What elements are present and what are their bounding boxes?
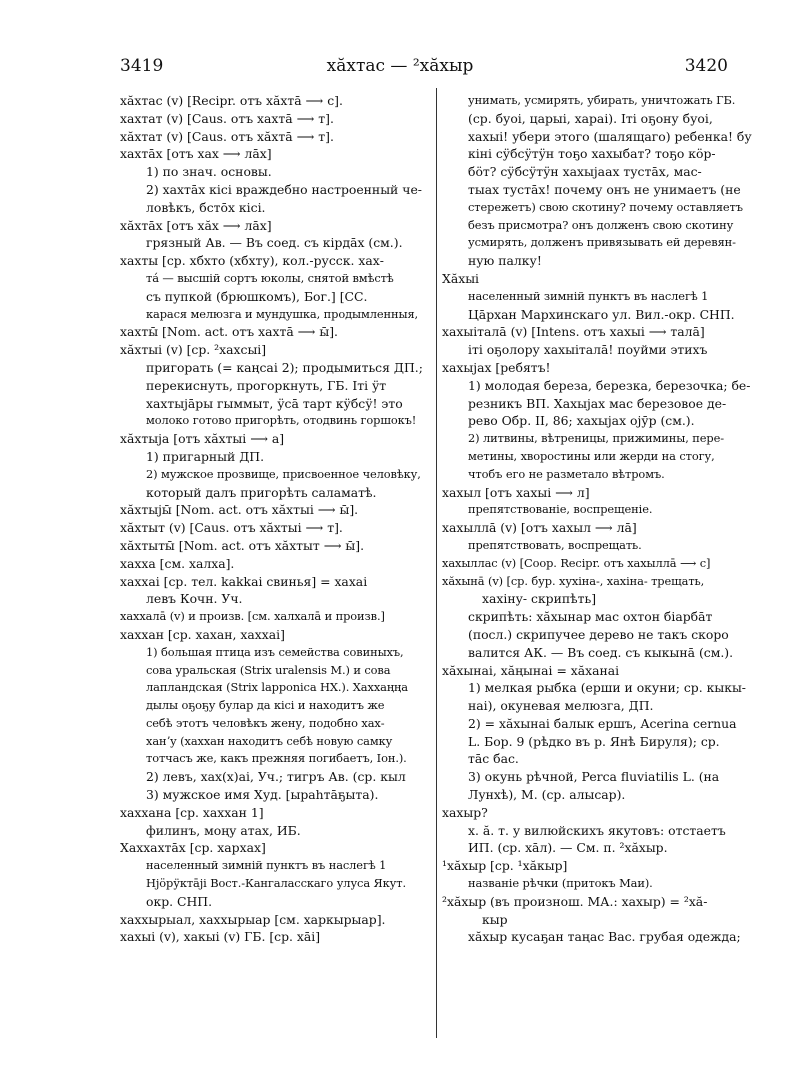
entry-line: Лунхѣ), М. (ср. алысар). [468, 787, 626, 803]
entry-line: хахтāх [отъ хах ⟶ лāх] [120, 146, 272, 162]
entry-line: хаххан [ср. хахан, хаххаі] [120, 626, 285, 642]
entry-line: хаххырыал, хаххырыар [см. харкырыар]. [120, 911, 386, 927]
entry-line: хăхтāх [отъ хăх ⟶ лāх] [120, 217, 272, 233]
entry-line: L. Бор. 9 (рѣдко въ р. Янѣ Бируля); ср. [468, 733, 720, 749]
entry-line: хаххана [ср. хаххан 1] [120, 804, 264, 820]
entry-line: Цāрхан Мархинскаго ул. Вил.-окр. СНП. [468, 306, 735, 322]
entry-line: тотчасъ же, какъ прежняя погибаетъ, Іон.). [146, 751, 407, 766]
entry-line: населенный зимній пунктъ въ наслегѣ 1 [468, 288, 709, 303]
entry-line: ¹хăхыр [ср. ¹хăкыр] [442, 858, 568, 874]
left-page-number: 3419 [120, 56, 164, 76]
entry-line: 2) литвины, вѣтреницы, прижимины, пере- [468, 431, 724, 446]
entry-line: кыр [482, 911, 508, 927]
entry-line: хаххаі [ср. тел. kakkai свинья] = хахаі [120, 573, 368, 589]
entry-line: Нјӧрӱктāјі Вост.-Кангаласскаго улуса Якут. [146, 876, 406, 891]
entry-line: хахтыјāры гыммыт, ӱсā тарт кӱбсӱ! это [146, 395, 403, 411]
column-divider [436, 88, 437, 1038]
entry-line: хахіну- скрипѣть] [482, 591, 597, 607]
entry-line: 2) левъ, хах(х)аі, Уч.; тигръ Ав. (ср. кыл [146, 769, 406, 785]
entry-line: хахыл [отъ хахыі ⟶ л] [442, 484, 590, 500]
entry-line: скрипѣть: хăхынар мас охтон біарбāт [468, 609, 713, 625]
entry-line: х. ă. т. у вилюйскихъ якутовъ: отстаетъ [468, 822, 726, 838]
entry-line: 3) окунь рѣчной, Perca fluviatilis L. (на [468, 769, 720, 785]
entry-line: населенный зимній пунктъ въ наслегѣ 1 [146, 858, 387, 873]
entry-line: ²хăхыр (въ произнош. МА.: хахыр) = ²хă- [442, 893, 708, 909]
entry-line: хаххалā (v) и произв. [см. халхалā и произв.] [120, 609, 385, 624]
entry-line: хахыллас (v) [Coop. Recipr. отъ хахыллā ⟶ с] [442, 555, 711, 570]
entry-line: хăхтыі (v) [ср. ²хахсыі] [120, 342, 267, 358]
entry-line: хахыі (v), хакыі (v) ГБ. [ср. хāі] [120, 929, 321, 945]
entry-line: Хаххахтāх [ср. хархах] [120, 840, 266, 856]
entry-line: іті оҕолору хахыіталā! пoуйми этихъ [468, 342, 708, 358]
entry-line: безъ присмотра? онъ долженъ свою скотину [468, 217, 734, 232]
entry-line: филинъ, моңу атах, ИБ. [146, 822, 301, 838]
entry-line: хахыјах [ребятъ! [442, 359, 551, 375]
entry-line: хахыі! убери этого (шалящаго) ребенка! бу [468, 128, 752, 144]
entry-line: хăхына̄ (v) [ср. бур. хухіна-, хахіна- трещать, [442, 573, 705, 588]
entry-line: сова уральская (Strix uralensis М.) и сова [146, 662, 391, 677]
entry-line: стережетъ) свою скотину? почему оставляетъ [468, 199, 743, 214]
entry-line: ханʼу (хаххан находитъ себѣ новую самку [146, 733, 393, 748]
entry-line: себѣ этотъ человѣкъ жену, подобно хах- [146, 715, 385, 730]
entry-line: валится АК. — Въ соед. съ кыкына̄ (см.). [468, 644, 734, 660]
entry-line: хахыр? [442, 804, 488, 820]
right-page-number: 3420 [684, 56, 728, 76]
entry-line: Хăхыі [442, 270, 480, 286]
entry-line: перекиснуть, прогоркнуть, ГБ. Іті ӱт [146, 377, 387, 393]
entry-line: 2) хахтāх кісі враждебно настроенный че- [146, 181, 422, 197]
entry-line: ИП. (ср. хāл). — См. п. ²хăхыр. [468, 840, 668, 856]
entry-line: тыах тустāх! почему онъ не унимаетъ (не [468, 181, 741, 197]
entry-line: кіні сӱбсӱтӱн тоҕо хахыбат? тоҕо кӧр- [468, 146, 716, 162]
entry-line: хахты [ср. хбхто (хбхту), кол.-русск. хах- [120, 253, 384, 269]
entry-line: резникъ ВП. Хахыјах мас березовое де- [468, 395, 727, 411]
entry-line: ловѣкъ, бстōх кісі. [146, 199, 266, 215]
left-column [120, 92, 432, 946]
entry-line: 1) большая птица изъ семейства совиныхъ, [146, 644, 404, 659]
entry-line: хăхтыја [отъ хăхтыі ⟶ а] [120, 431, 285, 447]
entry-line: хахылла̄ (v) [отъ хахыл ⟶ лā] [442, 520, 637, 536]
entry-line: хахыіталā (v) [Intens. отъ хахыі ⟶ талā] [442, 324, 705, 340]
entry-line: 1) молодая береза, березка, березочка; бе- [468, 377, 751, 393]
entry-line: 2) мужское прозвище, присвоенное человѣку, [146, 466, 421, 481]
entry-line: 2) = хăхынаі балык ершъ, Acerina cernua [468, 715, 737, 731]
entry-line: (ср. буоі, царыі, хараі). Іті оҕону буоі, [468, 110, 713, 126]
entry-line: чтобъ его не разметало вѣтромъ. [468, 466, 665, 481]
entry-line: дылы оҕоҕу булар да кісі и находитъ же [146, 698, 385, 713]
entry-line: хахха [см. халха]. [120, 555, 235, 571]
entry-line: названіе рѣчки (притокъ Маи). [468, 876, 653, 891]
entry-line: препятствовать, воспрещать. [468, 537, 642, 552]
entry-line: препятствованіе, воспрещеніе. [468, 502, 653, 517]
entry-line: съ пупкой (брюшкомъ), Бог.] [СС. [146, 288, 368, 304]
entry-line: хăхтас (v) [Recipr. отъ хăхтā ⟶ с]. [120, 93, 343, 108]
entry-line: лапландская (Strix lapponica НХ.). Хаххаңңа [146, 680, 408, 695]
running-title: хăхтас — ²хăхыр [326, 56, 474, 76]
entry-line: наі), окуневая мелюзга, ДП. [468, 698, 654, 714]
entry-line: 1) мелкая рыбка (ерши и окуни; ср. кыкы- [468, 680, 746, 696]
entry-line: (посл.) скрипучее дерево не такъ скоро [468, 626, 729, 642]
entry-line: грязный Ав. — Въ соед. съ кірдāх (см.). [146, 235, 403, 251]
entry-line: метины, хворостины или жерди на стогу, [468, 448, 715, 463]
entry-line: который далъ пригорѣть саламатѣ. [146, 484, 377, 500]
entry-line: хăхтыты̄ [Nom. act. отъ хăхтыт ⟶ ы̄]. [120, 537, 365, 553]
entry-line: хахты̄ [Nom. act. отъ хахтā ⟶ ы̄]. [120, 324, 338, 340]
entry-line: левъ Кочн. Уч. [146, 591, 243, 607]
entry-line: хăхтыјы̄ [Nom. act. отъ хăхтыі ⟶ ы̄]. [120, 502, 359, 518]
entry-line: хахтат (v) [Caus. отъ хахтā ⟶ т]. [120, 110, 334, 126]
entry-line: унимать, усмирять, убирать, уничтожать ГБ. [468, 93, 736, 107]
entry-line: 1) пригарный ДП. [146, 448, 265, 464]
entry-line: молоко готово пригорѣть, отодвинь горшокъ! [146, 413, 417, 428]
entry-line: бӧт? сӱбсӱтӱн хахыјаах тустāх, мас- [468, 164, 702, 180]
entry-line: рево Обр. II, 86; хахыјах ојӯр (см.). [468, 413, 695, 429]
entry-line: тá — высшій сортъ юколы, снятой вмѣстѣ [146, 270, 394, 285]
entry-line: тāс бас. [468, 751, 519, 767]
entry-line: усмирять, долженъ привязывать ей деревян- [468, 235, 736, 250]
entry-line: пригорать (= каңсаі 2); продымиться ДП.; [146, 359, 423, 375]
entry-line: хăхтат (v) [Caus. отъ хăхтā ⟶ т]. [120, 128, 334, 144]
entry-line: 1) по знач. основы. [146, 164, 272, 180]
entry-line: ную палку! [468, 253, 542, 269]
entry-line: 3) мужское имя Худ. [ыраhтāҕыта). [146, 787, 379, 803]
right-column [442, 92, 772, 946]
entry-line: окр. СНП. [146, 893, 213, 909]
entry-line: хăхыр кусаҕан таңас Вас. грубая одежда; [468, 929, 741, 945]
entry-line: хăхынаі, хăңынаі = хăханаі [442, 662, 620, 678]
entry-line: хăхтыт (v) [Caus. отъ хăхтыі ⟶ т]. [120, 520, 343, 536]
entry-line: карася мелюзга и мундушка, продымленныя, [146, 306, 419, 321]
